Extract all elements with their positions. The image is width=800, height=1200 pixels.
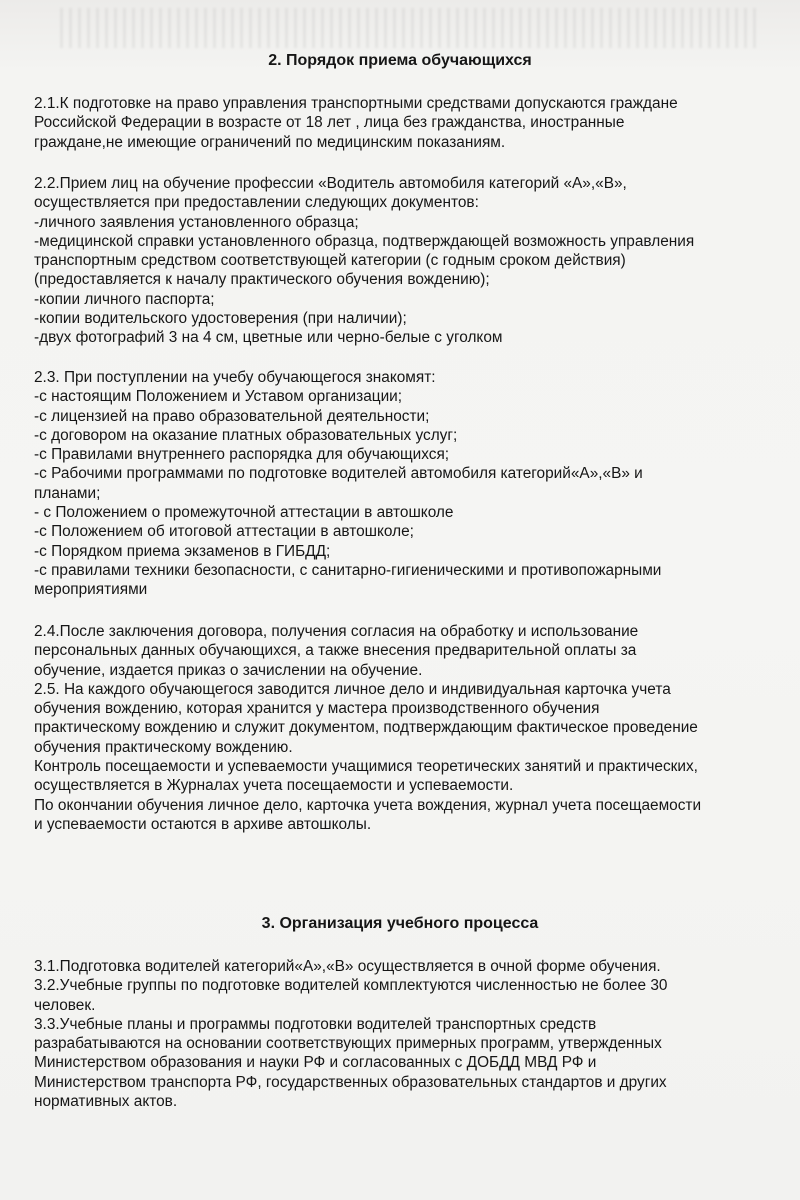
text-line: -копии водительского удостоверения (при наличии); [34, 310, 407, 328]
text-line: 2.1.К подготовке на право управления транспортными средствами допускаются граждане [34, 95, 678, 112]
text-line: -личного заявления установленного образца; [34, 213, 359, 231]
paragraph-2-3 [34, 368, 784, 600]
text-line: и успеваемости остаются в архиве автошколы. [34, 815, 372, 833]
text-line: разрабатываются на основании соответствующих примерных программ, утвержденных [34, 1035, 662, 1053]
text-line: обучение, издается приказ о зачислении на обучение. [34, 661, 423, 679]
text-line: планами; [34, 484, 101, 502]
text-line: 3.3.Учебные планы и программы подготовки водителей транспортных средств [34, 1015, 597, 1033]
text-line: Министерством образования и науки РФ и согласованных с ДОБДД МВД РФ и [34, 1054, 597, 1072]
text-line: -с правилами техники безопасности, с санитарно-гигиеническими и противопожарными [34, 561, 662, 579]
section-2-title: 2. Порядок приема обучающихся [268, 52, 532, 69]
text-line: По окончании обучения личное дело, карточка учета вождения, журнал учета посещаемости [34, 796, 702, 814]
paragraph-2-2 [34, 174, 784, 348]
text-line: персональных данных обучающихся, а также внесения предварительной оплаты за [34, 642, 637, 660]
text-line: Министерством транспорта РФ, государственных образовательных стандартов и других [34, 1073, 667, 1091]
text-line: -копии личного паспорта; [34, 290, 215, 308]
text-line: -с Положением об итоговой аттестации в автошколе; [34, 523, 414, 541]
text-line: -двух фотографий 3 на 4 см, цветные или черно-белые с уголком [34, 329, 503, 347]
text-line: мероприятиями [34, 581, 148, 599]
text-line: (предоставляется к началу практического обучения вождению); [34, 271, 490, 289]
text-line: граждане,не имеющие ограничений по медицинским показаниям. [34, 133, 506, 151]
text-line: человек. [34, 996, 96, 1014]
text-line: -с лицензией на право образовательной деятельности; [34, 407, 430, 425]
text-line: осуществляется в Журналах учета посещаемости и успеваемости. [34, 777, 514, 795]
text-line: 2.3. При поступлении на учебу обучающегося знакомят: [34, 369, 436, 386]
text-line: -с Порядком приема экзаменов в ГИБДД; [34, 542, 331, 560]
paragraph-3 [34, 957, 784, 1111]
paragraph-2-1 [34, 94, 784, 152]
section-3-title: 3. Организация учебного процесса [261, 915, 539, 932]
text-line: 2.4.После заключения договора, получения согласия на обработку и использование [34, 623, 639, 640]
text-line: 2.5. На каждого обучающегося заводится личное дело и индивидуальная карточка учета [34, 680, 671, 698]
text-line: практическому вождению и служит документом, подтверждающим фактическое проведение [34, 719, 698, 737]
text-line: -с настоящим Положением и Уставом организации; [34, 388, 403, 406]
text-line: 2.2.Прием лиц на обучение профессии «Водитель автомобиля категорий «А»,«В», [34, 175, 627, 192]
text-line: - с Положением о промежуточной аттестации в автошколе [34, 504, 454, 522]
text-line: -с Правилами внутреннего распорядка для обучающихся; [34, 446, 450, 464]
text-line: осуществляется при предоставлении следующих документов: [34, 194, 479, 212]
text-line: 3.2.Учебные группы по подготовке водителей комплектуются численностью не более 30 [34, 977, 668, 995]
text-line: нормативных актов. [34, 1093, 178, 1111]
text-line: Российской Федерации в возрасте от 18 лет , лица без гражданства, иностранные [34, 114, 625, 132]
text-line: транспортным средством соответствующей категории (с годным сроком действия) [34, 252, 626, 270]
paragraph-2-4 [34, 622, 784, 834]
text-line: -медицинской справки установленного образца, подтверждающей возможность управления [34, 232, 695, 250]
text-line: обучения вождению, которая хранится у мастера производственного обучения [34, 700, 600, 718]
scan-bleed-through [60, 8, 760, 48]
text-line: -с Рабочими программами по подготовке водителей автомобиля категорий«А»,«В» и [34, 465, 643, 483]
text-line: Контроль посещаемости и успеваемости учащимися теоретических занятий и практических, [34, 758, 698, 776]
text-line: -с договором на оказание платных образовательных услуг; [34, 426, 458, 444]
text-line: обучения практическому вождению. [34, 738, 293, 756]
text-line: 3.1.Подготовка водителей категорий«А»,«В» осуществляется в очной форме обучения. [34, 958, 661, 975]
